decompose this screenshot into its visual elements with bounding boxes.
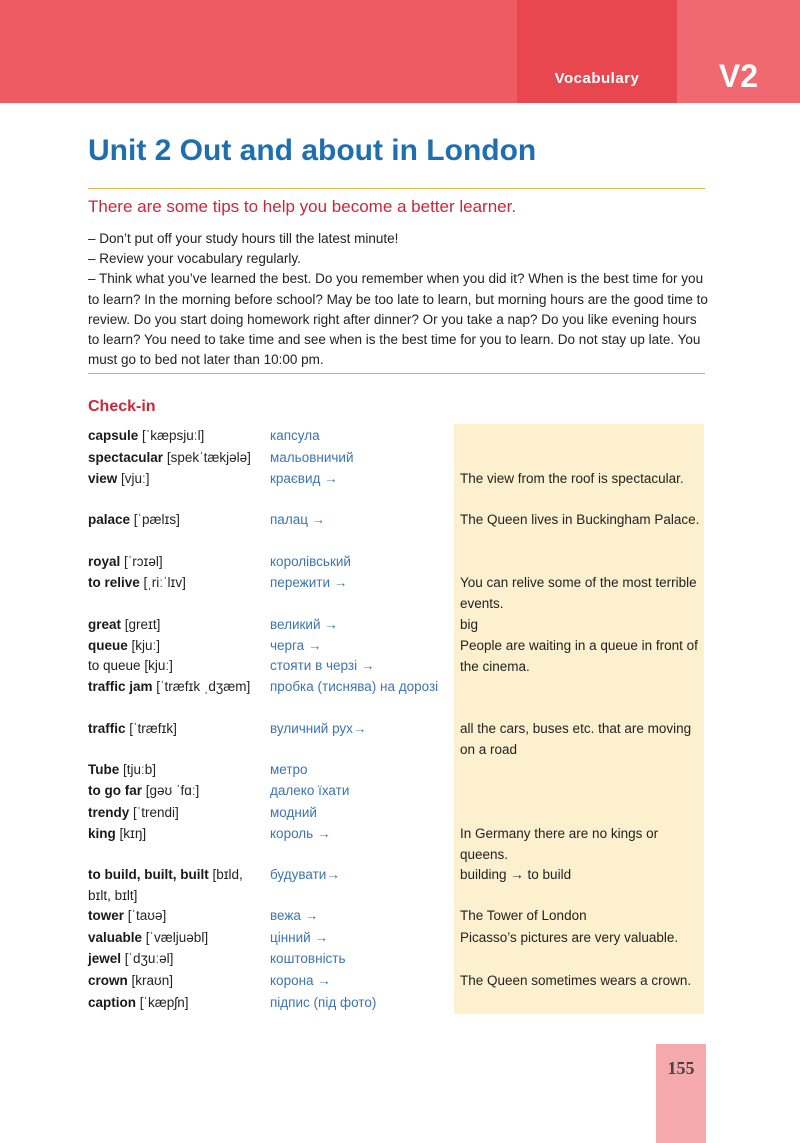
divider-top bbox=[88, 188, 705, 189]
vocab-example: big bbox=[460, 617, 479, 632]
vocab-word: king bbox=[88, 826, 116, 841]
vocab-translation: король → bbox=[270, 826, 331, 841]
vocab-word: to go far bbox=[88, 783, 142, 798]
vocab-word: spectacular bbox=[88, 450, 164, 465]
vocab-translation: метро bbox=[270, 762, 308, 777]
vocab-translation: корона → bbox=[270, 973, 331, 988]
checkin-heading: Check-in bbox=[88, 398, 156, 415]
vocab-translation: мальовничий bbox=[270, 450, 354, 465]
vocab-pronunciation: [ˈtræfɪk ˌdʒæm] bbox=[156, 679, 251, 694]
vocab-pronunciation: [vjuː] bbox=[121, 471, 150, 486]
vocab-translation: підпис (під фото) bbox=[270, 995, 377, 1010]
vocab-pronunciation: [kjuː] bbox=[131, 638, 161, 653]
vocab-example: The Queen sometimes wears a crown. bbox=[460, 973, 692, 988]
vocab-pronunciation: [ˈtaʊə] bbox=[127, 908, 167, 923]
vocab-word: view bbox=[88, 471, 118, 486]
vocab-translation: вуличний рух→ bbox=[270, 721, 367, 736]
vocab-example: The view from the roof is spectacular. bbox=[460, 471, 684, 486]
vocab-translation: великий → bbox=[270, 617, 338, 632]
vocab-pronunciation: [ˈpælɪs] bbox=[133, 512, 180, 527]
tip-item: – Review your vocabulary regularly. bbox=[88, 251, 301, 267]
vocab-word: to queue bbox=[88, 658, 141, 673]
vocab-example: You can relive some of the most terrible events. bbox=[460, 575, 697, 611]
vocab-translation: палац → bbox=[270, 512, 326, 527]
vocab-translation: краєвид → bbox=[270, 471, 338, 486]
vocab-word: jewel bbox=[88, 951, 122, 966]
vocab-word: tower bbox=[88, 908, 125, 923]
vocab-word: queue bbox=[88, 638, 128, 653]
vocab-word: capsule bbox=[88, 428, 139, 443]
vocab-translation: королівський bbox=[270, 554, 351, 569]
section-code: V2 bbox=[718, 58, 759, 94]
vocab-translation: далеко їхати bbox=[270, 783, 350, 798]
vocab-translation: коштовність bbox=[270, 951, 346, 966]
vocab-example: Picasso’s pictures are very valuable. bbox=[460, 930, 679, 945]
vocab-pronunciation: [kɪŋ] bbox=[119, 826, 147, 841]
vocab-translation: будувати→ bbox=[270, 867, 340, 882]
section-tab bbox=[517, 0, 677, 103]
vocab-word: great bbox=[88, 617, 122, 632]
vocab-word: to relive bbox=[88, 575, 140, 590]
vocab-example: The Tower of London bbox=[460, 908, 587, 923]
vocab-word: crown bbox=[88, 973, 128, 988]
vocab-example: all the cars, buses etc. that are moving on a road bbox=[460, 721, 692, 757]
tips-heading: There are some tips to help you become a better learner. bbox=[88, 197, 517, 216]
vocab-translation: пробка (тиснява) на дорозі bbox=[270, 679, 439, 694]
vocab-pronunciation: [ˈvæljuəbl] bbox=[145, 930, 209, 945]
tip-item: – Don’t put off your study hours till the latest minute! bbox=[88, 231, 399, 246]
vocab-translation: капсула bbox=[270, 428, 320, 443]
vocab-translation: вежа → bbox=[270, 908, 319, 923]
page-title: Unit 2 Out and about in London bbox=[88, 134, 537, 167]
vocab-example: People are waiting in a queue in front of the cinema. bbox=[460, 638, 698, 674]
page-number-tab bbox=[656, 1044, 706, 1143]
vocab-pronunciation: [greɪt] bbox=[124, 617, 161, 632]
vocab-pronunciation: [kraʊn] bbox=[131, 973, 173, 988]
vocab-pronunciation: [ˈrɔɪəl] bbox=[124, 554, 163, 569]
vocab-word: to build, built, built bbox=[88, 867, 209, 882]
vocab-pronunciation: [ˈkæpsjuːl] bbox=[142, 428, 205, 443]
vocab-translation: цінний → bbox=[270, 930, 328, 945]
vocab-translation: модний bbox=[270, 805, 317, 820]
vocab-example: building → to build bbox=[460, 867, 572, 882]
vocab-pronunciation: [spekˈtækjələ] bbox=[166, 450, 251, 465]
section-label: Vocabulary bbox=[554, 70, 640, 87]
vocab-pronunciation: [tjuːb] bbox=[123, 762, 157, 777]
vocab-translation: черга → bbox=[270, 638, 322, 653]
vocab-pronunciation: [ˈtræfɪk] bbox=[129, 721, 177, 736]
vocab-pronunciation: [ˌriːˈlɪv] bbox=[143, 575, 186, 590]
vocab-word: traffic bbox=[88, 721, 126, 736]
vocab-pronunciation: [ˈtrendi] bbox=[133, 805, 179, 820]
vocab-pronunciation: [ˈdʒuːəl] bbox=[124, 951, 174, 966]
tips-list bbox=[88, 229, 708, 370]
vocab-translation: пережити → bbox=[270, 575, 348, 590]
vocab-word: Tube bbox=[88, 762, 120, 777]
divider-bottom bbox=[88, 373, 705, 374]
vocab-word: trendy bbox=[88, 805, 130, 820]
vocab-example: The Queen lives in Buckingham Palace. bbox=[460, 512, 700, 527]
vocab-pronunciation: [kjuː] bbox=[144, 658, 173, 673]
tip-item: – Think what you’ve learned the best. Do you remember when you did it? When is the best time for you to learn? In the morning before school? May be too late to learn, but morning hours are the good time to review. Do you start doing homework right after dinner? Or you take a nap? Do you like evening hours to learn? You need to take time and see when is the best time for you to learn. Do not stay up late. You must go to bed not later than 10:00 pm. bbox=[88, 271, 708, 368]
vocab-word: caption bbox=[88, 995, 137, 1010]
vocab-translation: стояти в черзі → bbox=[270, 658, 375, 673]
vocab-word: palace bbox=[88, 512, 131, 527]
vocab-pronunciation: [gəʊ ˈfɑː] bbox=[145, 783, 200, 798]
vocab-pronunciation: [bɪld, bɪlt, bɪlt] bbox=[88, 867, 243, 903]
vocab-word: traffic jam bbox=[88, 679, 153, 694]
vocab-word: valuable bbox=[88, 930, 143, 945]
vocab-word: royal bbox=[88, 554, 121, 569]
vocab-pronunciation: [ˈkæpʃn] bbox=[139, 995, 189, 1010]
vocab-example: In Germany there are no kings or queens. bbox=[460, 826, 659, 862]
page-number: 155 bbox=[667, 1058, 695, 1078]
